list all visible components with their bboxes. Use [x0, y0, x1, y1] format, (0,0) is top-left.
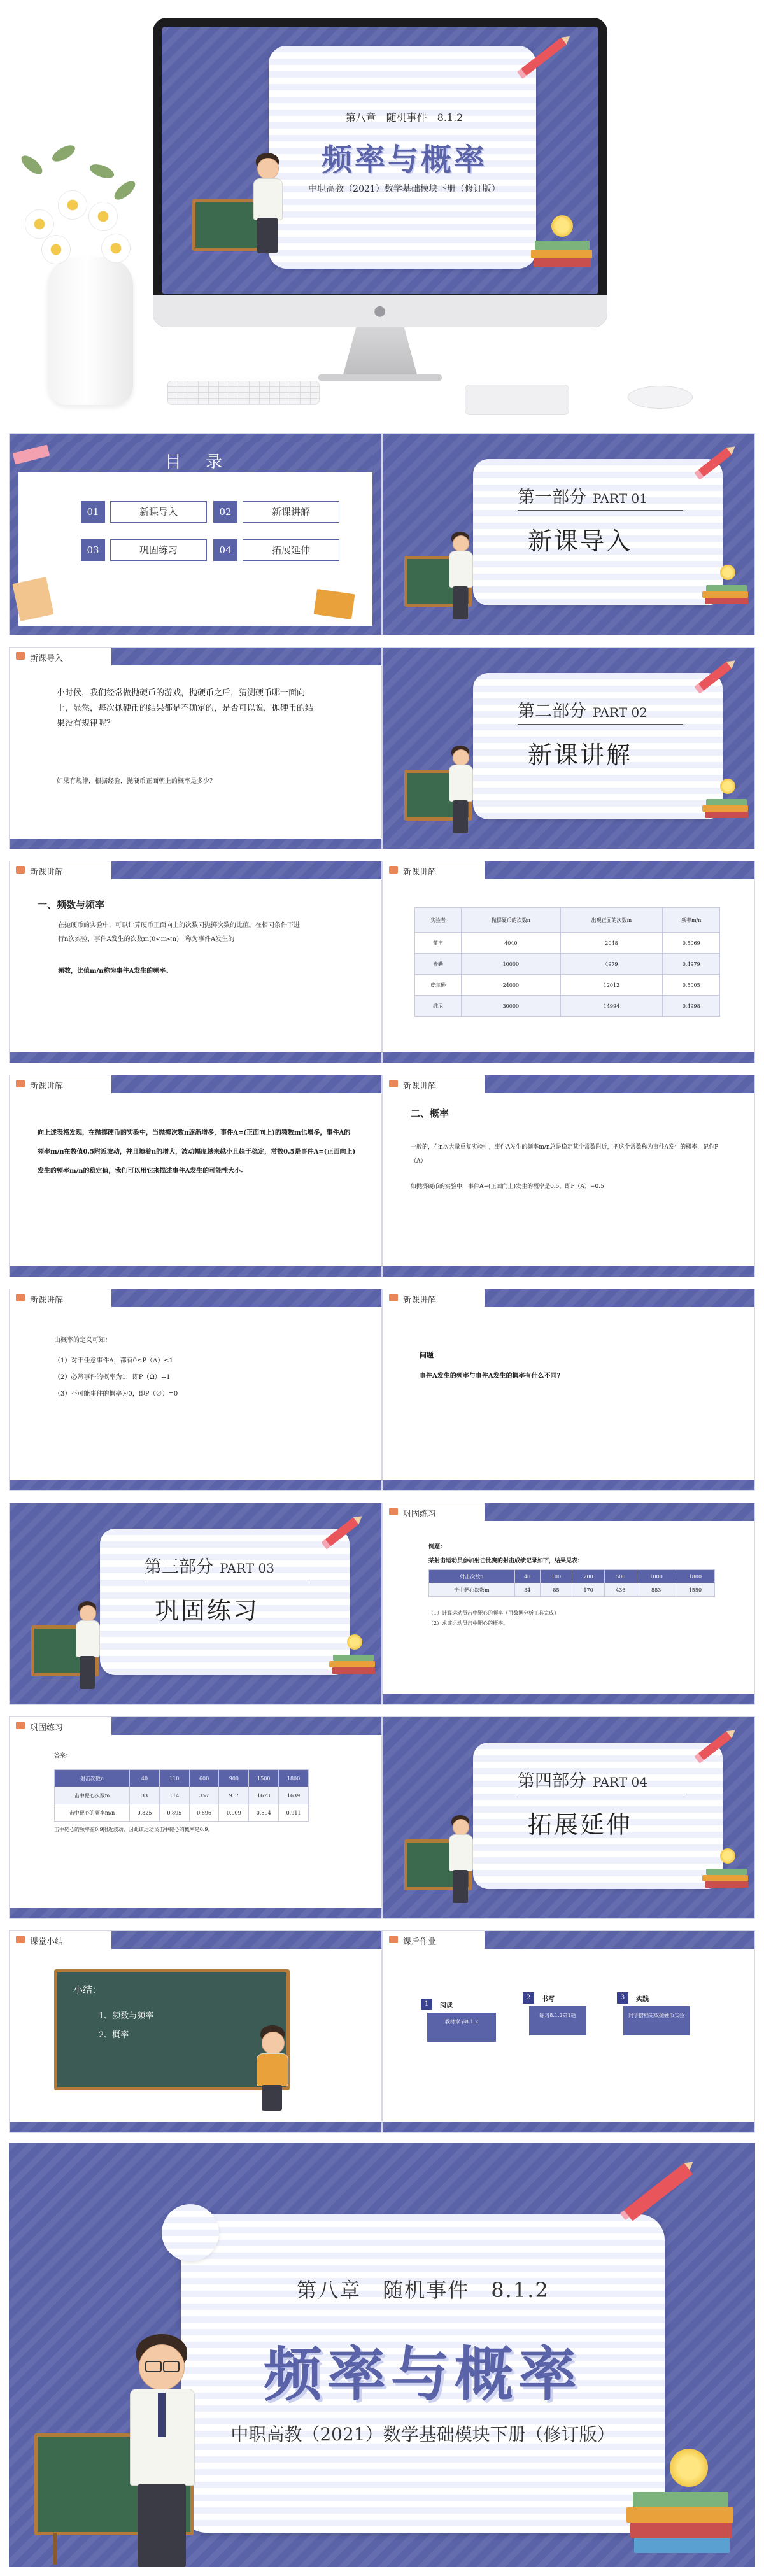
banner-label: 新课导入 — [30, 654, 64, 663]
glasses-icon — [163, 2361, 180, 2372]
divider — [518, 510, 683, 511]
slide-intro — [9, 647, 382, 849]
table-header-row — [415, 908, 720, 933]
chalkboard-leg — [53, 2533, 57, 2565]
cover-subtitle: 中职高教（2021）数学基础模块下册（修订版） — [308, 184, 500, 194]
table-cell: 0.894 — [249, 1804, 279, 1822]
table-cell: 费勒 — [415, 954, 462, 975]
banner-label: 巩固练习 — [30, 1723, 64, 1733]
table-cell: 4979 — [560, 954, 663, 975]
table-cell: 0.911 — [279, 1804, 309, 1822]
table-cell: 0.5005 — [663, 975, 720, 996]
apple-logo-icon: ● — [374, 303, 386, 319]
table-header: 射击次数n — [429, 1570, 515, 1583]
lightbulb-icon — [720, 565, 735, 580]
student-legs — [262, 2085, 282, 2111]
properties-intro: 由概率的定义可知： — [54, 1337, 111, 1344]
leaf — [18, 152, 45, 178]
table-cell: 85 — [540, 1583, 572, 1597]
lightbulb-icon — [347, 1634, 362, 1650]
section-title: 新课导入 — [528, 527, 633, 555]
bottom-bar — [383, 1480, 754, 1490]
summary-item: 1、频数与频率 — [99, 2011, 154, 2021]
trackpad — [465, 385, 569, 415]
table-cell: 1639 — [279, 1787, 309, 1804]
book — [706, 1869, 747, 1875]
table-cell: 0.4998 — [663, 996, 720, 1017]
bottom-bar — [10, 1908, 381, 1918]
table-header: 射击次数n — [55, 1770, 130, 1787]
table-cell: 883 — [637, 1583, 676, 1597]
answer-label: 答案： — [54, 1753, 72, 1759]
banner-label: 课堂小结 — [30, 1937, 64, 1947]
banner-label: 新课讲解 — [30, 868, 64, 877]
banner-label: 课后作业 — [403, 1937, 437, 1947]
bottom-bar — [383, 1052, 754, 1063]
toc-label: 新课讲解 — [243, 501, 339, 523]
banner-icon — [389, 1294, 398, 1301]
table-cell: 10000 — [462, 954, 560, 975]
teacher-tie — [158, 2393, 166, 2437]
table-row — [55, 1804, 309, 1822]
table-cell: 917 — [219, 1787, 249, 1804]
table-header: 40 — [130, 1770, 160, 1787]
toc-num: 04 — [213, 539, 237, 561]
banner-label: 新课讲解 — [403, 1082, 437, 1091]
scroll-paper — [473, 673, 723, 819]
toc-num: 03 — [81, 539, 105, 561]
slide-summary — [9, 1930, 382, 2133]
table-header: 出现正面的次数m — [560, 908, 663, 933]
property-item: （1）对于任意事件A，都有0≤P（A）≤1 — [54, 1357, 174, 1364]
slide-toc — [9, 433, 382, 635]
table-header: 1800 — [279, 1770, 309, 1787]
banner-label: 巩固练习 — [403, 1510, 437, 1519]
book — [706, 799, 747, 805]
slide-homework — [382, 1930, 755, 2133]
table-cell: 12012 — [560, 975, 663, 996]
banner-icon — [389, 866, 398, 874]
book — [333, 1655, 374, 1661]
banner-icon — [16, 866, 25, 874]
book — [332, 1667, 375, 1674]
leaf — [88, 162, 116, 181]
bottom-bar — [10, 1266, 381, 1277]
bottom-bar — [383, 2122, 754, 2132]
teacher-legs — [453, 1870, 468, 1903]
toc-label: 拓展延伸 — [243, 539, 339, 561]
teacher-head — [80, 1605, 96, 1622]
slide-section-2 — [382, 647, 755, 849]
book — [534, 258, 591, 267]
table-row — [415, 954, 720, 975]
book — [702, 591, 748, 598]
section-heading: 第三部分 PART 03 — [145, 1557, 274, 1577]
slide-section-1 — [382, 433, 755, 635]
table-row — [415, 975, 720, 996]
banner-label: 新课讲解 — [403, 1296, 437, 1305]
scroll-paper — [100, 1529, 350, 1675]
scroll-paper — [473, 1743, 723, 1889]
keyboard — [167, 381, 320, 405]
table-header: 抛掷硬币的次数n — [462, 908, 560, 933]
summary-title: 小结： — [73, 1984, 103, 1995]
table-cell: 436 — [604, 1583, 637, 1597]
book — [626, 2507, 733, 2523]
table-cell: 0.896 — [189, 1804, 219, 1822]
divider — [518, 724, 683, 725]
lightbulb-icon — [670, 2449, 708, 2487]
student-body — [257, 2053, 288, 2086]
table-row — [415, 933, 720, 954]
table-header: 500 — [604, 1570, 637, 1583]
table-header: 40 — [514, 1570, 540, 1583]
table-header: 200 — [572, 1570, 605, 1583]
intro-question: 如果有规律，根据经验，抛硬币正面朝上的概率是多少？ — [57, 778, 216, 785]
table-cell: 蒲丰 — [415, 933, 462, 954]
summary-item: 2、概率 — [99, 2030, 129, 2040]
mouse — [628, 386, 693, 409]
book — [329, 1661, 375, 1667]
probability-example: 如抛掷硬币的实验中，事件A=(正面向上)发生的概率是0.5，即P（A）=0.5 — [411, 1184, 604, 1190]
homework-step-box: 同学搭档完成抛硬币实验 — [623, 2006, 690, 2035]
homework-step-number: 2 — [523, 1992, 534, 2004]
homework-step-title: 阅读 — [440, 2002, 453, 2009]
homework-step-number: 3 — [617, 1992, 628, 2004]
book — [633, 2492, 728, 2507]
example-note: （1）计算运动员击中靶心的频率（用数据分析工具完成） — [428, 1610, 560, 1616]
table-cell: 24000 — [462, 975, 560, 996]
cover-title: 频率与概率 — [321, 142, 487, 178]
example-description: 某射击运动员参加射击比赛的射击成绩记录如下，结果见表： — [428, 1558, 584, 1564]
table-cell: 0.4979 — [663, 954, 720, 975]
table-header: 110 — [159, 1770, 189, 1787]
table-row — [55, 1787, 309, 1804]
books-icon — [314, 589, 355, 619]
leaf — [50, 142, 78, 165]
hero-mockup — [0, 0, 764, 433]
scroll-paper — [473, 459, 723, 605]
bottom-bar — [10, 2122, 381, 2132]
pencil-icon — [624, 2163, 693, 2221]
teacher-head — [257, 158, 279, 180]
table-row — [415, 996, 720, 1017]
table-header: 100 — [540, 1570, 572, 1583]
question-text: 事件A发生的频率与事件A发生的概率有什么不同? — [420, 1373, 561, 1380]
lightbulb-icon — [720, 1848, 735, 1864]
book — [705, 598, 748, 604]
section-title: 新课讲解 — [528, 741, 633, 769]
lightbulb-icon — [720, 779, 735, 794]
banner-icon — [16, 1936, 25, 1943]
bottom-bar — [383, 1694, 754, 1704]
teacher-body — [449, 765, 473, 802]
book — [630, 2523, 732, 2538]
section-title: 拓展延伸 — [528, 1811, 633, 1839]
scroll-curl — [162, 2204, 219, 2261]
teacher-head — [453, 749, 469, 766]
table-header: 频率m/n — [663, 908, 720, 933]
table-cell: 0.825 — [130, 1804, 160, 1822]
table-cell: 维尼 — [415, 996, 462, 1017]
toc-title: 目 录 — [164, 453, 226, 472]
teacher-body — [76, 1620, 100, 1657]
frequency-paragraph: 在抛硬币的实验中，可以计算硬币正面向上的次数同抛掷次数的比值。在相同条件下进行n次实验，事件A发生的次数m(0<m<n) 称为事件A发生的 — [58, 922, 300, 943]
teacher-body — [449, 551, 473, 588]
leaf — [111, 178, 138, 203]
intro-paragraph: 小时候，我们经常做抛硬币的游戏，抛硬币之后，猜测硬币哪一面向上，显然，每次抛硬币的结果都是不确定的，是否可以说，抛硬币的结果没有规律呢？ — [57, 688, 314, 728]
slide-section-4 — [382, 1716, 755, 1919]
table-header: 1000 — [637, 1570, 676, 1583]
coin-table — [414, 907, 720, 1017]
book — [702, 1875, 748, 1881]
table-header: 900 — [219, 1770, 249, 1787]
monitor — [153, 18, 607, 327]
section-heading: 二、概率 — [411, 1108, 449, 1119]
book — [705, 1881, 748, 1888]
table-header: 实验者 — [415, 908, 462, 933]
monitor-stand — [343, 327, 418, 377]
teacher-legs — [138, 2484, 186, 2567]
slide-stability — [9, 1075, 382, 1277]
vase — [48, 257, 133, 405]
book — [535, 241, 590, 250]
teacher-body — [253, 178, 283, 220]
banner-icon — [389, 1936, 398, 1943]
answer-note: 击中靶心的频率在0.9附近波动，因此该运动员击中靶心的概率是0.9。 — [54, 1827, 213, 1832]
table-cell: 击中靶心次数m — [429, 1583, 515, 1597]
slide-frequency — [9, 861, 382, 1063]
book — [634, 2538, 730, 2553]
teacher-legs — [257, 218, 278, 253]
slide-cover — [9, 2143, 755, 2567]
table-cell: 1673 — [249, 1787, 279, 1804]
banner-icon — [16, 1722, 25, 1729]
table-cell: 0.895 — [159, 1804, 189, 1822]
teacher-head — [453, 535, 469, 552]
cover-subtitle: 中职高教（2021）数学基础模块下册（修订版） — [230, 2424, 615, 2445]
homework-step-box: 练习8.1.2第1题 — [529, 2006, 586, 2035]
toc-num: 01 — [81, 501, 105, 523]
table-header: 1500 — [249, 1770, 279, 1787]
table-header-row — [429, 1570, 715, 1583]
table-header: 1800 — [676, 1570, 714, 1583]
table-cell: 34 — [514, 1583, 540, 1597]
flower — [25, 210, 53, 238]
teacher-legs — [453, 586, 468, 619]
banner-icon — [16, 652, 25, 660]
lightbulb-icon — [551, 215, 573, 237]
example-table — [428, 1569, 715, 1597]
monitor-chin — [153, 295, 607, 327]
slide-coin-table — [382, 861, 755, 1063]
slide-answer — [9, 1716, 382, 1919]
table-cell: 14994 — [560, 996, 663, 1017]
property-item: （3）不可能事件的概率为0，即P（∅）=0 — [54, 1391, 178, 1398]
table-cell: 170 — [572, 1583, 605, 1597]
table-cell: 0.909 — [219, 1804, 249, 1822]
teacher-legs — [453, 800, 468, 833]
flower — [102, 234, 130, 262]
slide-probability — [382, 1075, 755, 1277]
homework-step-number: 1 — [421, 1999, 432, 2010]
property-item: （2）必然事件的概率为1，即P（Ω）=1 — [54, 1374, 171, 1381]
section-heading: 第一部分 PART 01 — [518, 488, 647, 507]
banner-icon — [389, 1508, 398, 1515]
banner-label: 新课讲解 — [30, 1082, 64, 1091]
table-cell: 114 — [159, 1787, 189, 1804]
slide-example — [382, 1503, 755, 1705]
section-title: 巩固练习 — [155, 1597, 260, 1625]
flower — [59, 191, 87, 219]
banner-icon — [16, 1080, 25, 1087]
toc-label: 巩固练习 — [110, 539, 207, 561]
flower — [89, 202, 117, 230]
homework-step-title: 书写 — [542, 1996, 555, 2003]
teacher-body — [449, 1834, 473, 1871]
teacher-head — [453, 1819, 469, 1836]
section-heading: 第四部分 PART 04 — [518, 1771, 647, 1791]
table-cell: 皮尔逊 — [415, 975, 462, 996]
slide-probability-properties — [9, 1289, 382, 1491]
monitor-stand-base — [318, 374, 442, 381]
cover-chapter: 第八章 随机事件 8.1.2 — [345, 111, 463, 124]
cover-chapter: 第八章 随机事件 8.1.2 — [296, 2278, 549, 2302]
banner-label: 新课讲解 — [30, 1296, 64, 1305]
table-cell: 33 — [130, 1787, 160, 1804]
table-row — [429, 1583, 715, 1597]
example-label: 例题： — [428, 1544, 446, 1550]
teacher-head — [262, 2032, 285, 2055]
section-heading: 一、频数与频率 — [38, 899, 105, 910]
table-cell: 30000 — [462, 996, 560, 1017]
glasses-icon — [145, 2361, 162, 2372]
slide-question — [382, 1289, 755, 1491]
book — [706, 585, 747, 591]
section-heading: 第二部分 PART 02 — [518, 702, 647, 721]
toc-num: 02 — [213, 501, 237, 523]
book — [531, 250, 592, 258]
answer-table — [54, 1769, 309, 1822]
question-label: 问题： — [420, 1351, 441, 1359]
banner-label: 新课讲解 — [403, 868, 437, 877]
banner-icon — [16, 1294, 25, 1301]
banner-icon — [389, 1080, 398, 1087]
monitor-screen — [162, 27, 598, 294]
homework-step-box: 教材章节8.1.2 — [427, 2013, 496, 2042]
teacher-legs — [80, 1656, 95, 1689]
flower — [42, 236, 70, 264]
book — [702, 805, 748, 812]
bottom-bar — [383, 1266, 754, 1277]
table-header-row — [55, 1770, 309, 1787]
table-header: 600 — [189, 1770, 219, 1787]
bottom-bar — [10, 1480, 381, 1490]
cover-title: 频率与概率 — [263, 2340, 582, 2409]
bottom-bar — [10, 1052, 381, 1063]
toc-label: 新课导入 — [110, 501, 207, 523]
table-cell: 击中靶心的频率m/n — [55, 1804, 130, 1822]
table-cell: 击中靶心次数m — [55, 1787, 130, 1804]
table-cell: 2048 — [560, 933, 663, 954]
frequency-definition: 频数，比值m/n称为事件A发生的频率。 — [58, 968, 173, 975]
table-cell: 1550 — [676, 1583, 714, 1597]
book — [705, 812, 748, 818]
bottom-bar — [10, 839, 381, 849]
probability-definition: 一般的，在n次大量重复实验中，事件A发生的频率m/n总是稳定某个常数附近，把这个常数称为事件A发生的概率，记作P（A） — [411, 1144, 719, 1164]
table-cell: 0.5069 — [663, 933, 720, 954]
table-cell: 4040 — [462, 933, 560, 954]
homework-step-title: 实践 — [636, 1996, 649, 2003]
stability-paragraph: 向上述表格发现，在抛掷硬币的实验中，当抛掷次数n逐渐增多，事件A=(正面向上)的频数m也增多，事件A的频率m/n在数值0.5附近波动，并且随着n的增大，波动幅度越来越小且趋于稳定，常数0.5是事件A=(正面向上)发生的频率m/n的稳定值，我们可以用它来描述事件A发生的可能性大小。 — [38, 1129, 356, 1175]
table-cell: 357 — [189, 1787, 219, 1804]
slide-section-3 — [9, 1503, 382, 1705]
example-note: （2）求该运动员击中靶心的概率。 — [428, 1620, 509, 1626]
